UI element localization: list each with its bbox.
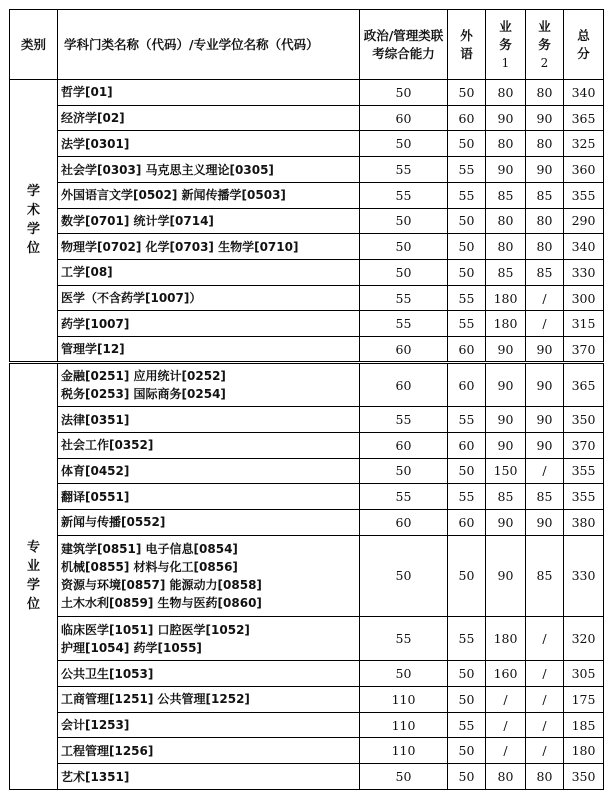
subject-name: 法律[0351]	[58, 407, 360, 433]
foreign-score: 50	[448, 535, 486, 616]
subject-name: 外国语言文学[0502] 新闻传播学[0503]	[58, 182, 360, 208]
course1-score: 180	[486, 285, 526, 311]
foreign-score: 60	[448, 105, 486, 131]
table-row	[10, 337, 604, 363]
course2-score: /	[526, 738, 564, 764]
course2-score: 80	[526, 234, 564, 260]
foreign-score: 50	[448, 661, 486, 687]
foreign-score: 60	[448, 337, 486, 363]
course2-score: /	[526, 712, 564, 738]
table-row	[10, 535, 604, 616]
subject-name: 翻译[0551]	[58, 484, 360, 510]
header-category: 类别	[10, 10, 58, 80]
table-row	[10, 712, 604, 738]
foreign-score: 55	[448, 617, 486, 661]
course1-score: 90	[486, 510, 526, 536]
course2-score: /	[526, 285, 564, 311]
course2-score: 85	[526, 260, 564, 286]
politics-score: 110	[360, 687, 448, 713]
foreign-score: 50	[448, 80, 486, 106]
course1-score: 90	[486, 362, 526, 406]
politics-score: 50	[360, 764, 448, 790]
course1-score: 85	[486, 484, 526, 510]
foreign-score: 55	[448, 157, 486, 183]
politics-score: 55	[360, 182, 448, 208]
foreign-score: 50	[448, 764, 486, 790]
foreign-score: 50	[448, 131, 486, 157]
table-row	[10, 182, 604, 208]
course1-score: 90	[486, 157, 526, 183]
table-row	[10, 311, 604, 337]
politics-score: 60	[360, 432, 448, 458]
foreign-score: 60	[448, 432, 486, 458]
total-score: 380	[564, 510, 604, 536]
subject-name: 物理学[0702] 化学[0703] 生物学[0710]	[58, 234, 360, 260]
subject-name: 公共卫生[1053]	[58, 661, 360, 687]
subject-name: 会计[1253]	[58, 712, 360, 738]
total-score: 355	[564, 458, 604, 484]
politics-score: 50	[360, 80, 448, 106]
course1-score: 80	[486, 208, 526, 234]
course2-score: 90	[526, 362, 564, 406]
foreign-score: 55	[448, 311, 486, 337]
total-score: 360	[564, 157, 604, 183]
header-foreign	[448, 10, 486, 80]
total-score: 320	[564, 617, 604, 661]
politics-score: 60	[360, 362, 448, 406]
table-row	[10, 208, 604, 234]
total-score: 340	[564, 80, 604, 106]
foreign-score: 50	[448, 260, 486, 286]
total-score: 185	[564, 712, 604, 738]
total-score: 175	[564, 687, 604, 713]
table-row	[10, 285, 604, 311]
politics-score: 55	[360, 157, 448, 183]
course2-score: /	[526, 617, 564, 661]
foreign-score: 55	[448, 484, 486, 510]
politics-score: 60	[360, 337, 448, 363]
foreign-score: 55	[448, 712, 486, 738]
header-course2-text: 业务	[538, 18, 551, 52]
score-table	[9, 9, 604, 790]
course2-score: 80	[526, 80, 564, 106]
politics-score: 50	[360, 260, 448, 286]
subject-name: 建筑学[0851] 电子信息[0854] 机械[0855] 材料与化工[0856] 资源与环境[0857] 能源动力[0858] 土木水利[0859] 生物与医药[0860]	[58, 535, 360, 616]
course2-score: /	[526, 311, 564, 337]
total-score: 340	[564, 234, 604, 260]
politics-score: 50	[360, 458, 448, 484]
header-foreign-text: 外语	[460, 27, 473, 61]
header-course2-number: 2	[540, 55, 549, 70]
table-row	[10, 458, 604, 484]
politics-score: 55	[360, 484, 448, 510]
course2-score: 90	[526, 157, 564, 183]
total-score: 355	[564, 182, 604, 208]
course2-score: 85	[526, 484, 564, 510]
table-row	[10, 687, 604, 713]
course2-score: 80	[526, 764, 564, 790]
foreign-score: 60	[448, 362, 486, 406]
subject-name: 社会学[0303] 马克思主义理论[0305]	[58, 157, 360, 183]
total-score: 305	[564, 661, 604, 687]
total-score: 315	[564, 311, 604, 337]
total-score: 365	[564, 362, 604, 406]
politics-score: 50	[360, 661, 448, 687]
total-score: 330	[564, 535, 604, 616]
subject-name: 法学[0301]	[58, 131, 360, 157]
politics-score: 110	[360, 712, 448, 738]
course1-score: 90	[486, 105, 526, 131]
total-score: 365	[564, 105, 604, 131]
foreign-score: 55	[448, 407, 486, 433]
course2-score: 90	[526, 407, 564, 433]
course1-score: 150	[486, 458, 526, 484]
subject-name: 数学[0701] 统计学[0714]	[58, 208, 360, 234]
header-course1	[486, 10, 526, 80]
table-row	[10, 105, 604, 131]
total-score: 180	[564, 738, 604, 764]
course1-score: 90	[486, 337, 526, 363]
table-row	[10, 764, 604, 790]
course1-score: 90	[486, 407, 526, 433]
course2-score: 80	[526, 208, 564, 234]
foreign-score: 50	[448, 738, 486, 764]
total-score: 370	[564, 337, 604, 363]
total-score: 350	[564, 764, 604, 790]
total-score: 325	[564, 131, 604, 157]
table-row	[10, 157, 604, 183]
header-total	[564, 10, 604, 80]
subject-name: 医学（不含药学[1007]）	[58, 285, 360, 311]
course2-score: /	[526, 458, 564, 484]
table-row	[10, 738, 604, 764]
course2-score: /	[526, 687, 564, 713]
header-course1-text: 业务	[499, 18, 512, 52]
subject-name: 工商管理[1251] 公共管理[1252]	[58, 687, 360, 713]
table-row	[10, 432, 604, 458]
total-score: 370	[564, 432, 604, 458]
table-row	[10, 131, 604, 157]
course2-score: /	[526, 661, 564, 687]
politics-score: 50	[360, 208, 448, 234]
category-cell	[10, 80, 58, 363]
total-score: 300	[564, 285, 604, 311]
foreign-score: 50	[448, 687, 486, 713]
total-score: 330	[564, 260, 604, 286]
course1-score: 80	[486, 80, 526, 106]
subject-name: 药学[1007]	[58, 311, 360, 337]
subject-name: 工程管理[1256]	[58, 738, 360, 764]
course1-score: 180	[486, 311, 526, 337]
category-cell	[10, 362, 58, 789]
course1-score: 80	[486, 764, 526, 790]
foreign-score: 55	[448, 182, 486, 208]
politics-score: 50	[360, 131, 448, 157]
politics-score: 110	[360, 738, 448, 764]
subject-name: 体育[0452]	[58, 458, 360, 484]
subject-name: 金融[0251] 应用统计[0252] 税务[0253] 国际商务[0254]	[58, 362, 360, 406]
foreign-score: 50	[448, 234, 486, 260]
course1-score: 90	[486, 535, 526, 616]
politics-score: 50	[360, 234, 448, 260]
course2-score: 90	[526, 337, 564, 363]
politics-score: 60	[360, 510, 448, 536]
table-row	[10, 80, 604, 106]
course1-score: /	[486, 712, 526, 738]
course1-score: 80	[486, 234, 526, 260]
category-label: 专业学位	[26, 540, 40, 613]
course2-score: 85	[526, 535, 564, 616]
header-politics: 政治/管理类联考综合能力	[360, 10, 448, 80]
header-course2	[526, 10, 564, 80]
header-course1-number: 1	[501, 55, 510, 70]
table-row	[10, 484, 604, 510]
foreign-score: 50	[448, 458, 486, 484]
table-body	[10, 80, 604, 790]
table-row	[10, 661, 604, 687]
subject-name: 工学[08]	[58, 260, 360, 286]
table-row	[10, 234, 604, 260]
foreign-score: 55	[448, 285, 486, 311]
subject-name: 艺术[1351]	[58, 764, 360, 790]
politics-score: 55	[360, 617, 448, 661]
politics-score: 55	[360, 311, 448, 337]
table-row	[10, 260, 604, 286]
course2-score: 85	[526, 182, 564, 208]
table-row	[10, 617, 604, 661]
subject-name: 经济学[02]	[58, 105, 360, 131]
politics-score: 55	[360, 407, 448, 433]
total-score: 290	[564, 208, 604, 234]
course1-score: 90	[486, 432, 526, 458]
politics-score: 55	[360, 285, 448, 311]
total-score: 350	[564, 407, 604, 433]
course1-score: /	[486, 738, 526, 764]
subject-name: 新闻与传播[0552]	[58, 510, 360, 536]
course2-score: 90	[526, 432, 564, 458]
course2-score: 90	[526, 105, 564, 131]
category-label: 学术学位	[26, 184, 40, 257]
course2-score: 80	[526, 131, 564, 157]
header-subject: 学科门类名称（代码）/专业学位名称（代码）	[58, 10, 360, 80]
course1-score: 80	[486, 131, 526, 157]
course1-score: /	[486, 687, 526, 713]
subject-name: 社会工作[0352]	[58, 432, 360, 458]
table-row	[10, 407, 604, 433]
course2-score: 90	[526, 510, 564, 536]
table-row	[10, 510, 604, 536]
header-row	[10, 10, 604, 80]
course1-score: 180	[486, 617, 526, 661]
foreign-score: 50	[448, 208, 486, 234]
subject-name: 临床医学[1051] 口腔医学[1052] 护理[1054] 药学[1055]	[58, 617, 360, 661]
course1-score: 85	[486, 182, 526, 208]
politics-score: 60	[360, 105, 448, 131]
course1-score: 85	[486, 260, 526, 286]
header-total-text: 总分	[577, 27, 590, 61]
table-row	[10, 362, 604, 406]
subject-name: 管理学[12]	[58, 337, 360, 363]
subject-name: 哲学[01]	[58, 80, 360, 106]
foreign-score: 60	[448, 510, 486, 536]
total-score: 355	[564, 484, 604, 510]
course1-score: 160	[486, 661, 526, 687]
politics-score: 50	[360, 535, 448, 616]
